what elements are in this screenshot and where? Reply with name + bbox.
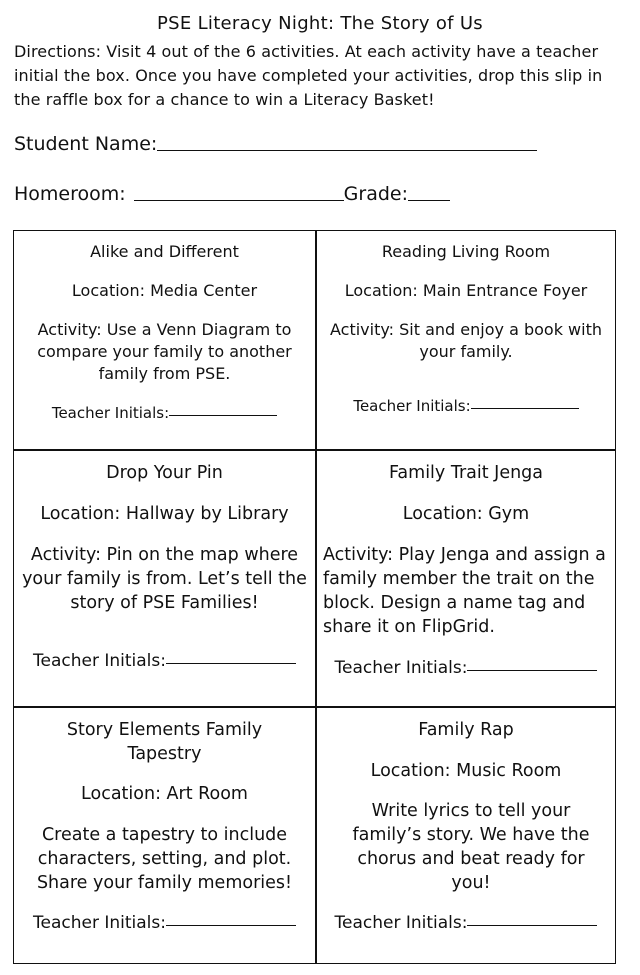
teacher-initials-field[interactable] (467, 924, 597, 926)
student-name-label: Student Name: (14, 133, 158, 155)
teacher-initials-label: Teacher Initials: (51, 404, 170, 422)
student-name-row (14, 133, 537, 155)
grade-label: Grade: (343, 183, 409, 205)
activity-title: Family Trait Jenga (388, 463, 544, 483)
teacher-initials-row (20, 404, 309, 422)
teacher-initials-field[interactable] (471, 407, 579, 409)
teacher-initials-label: Teacher Initials: (353, 397, 471, 415)
teacher-initials-row (20, 913, 309, 933)
teacher-initials-row (322, 658, 610, 678)
student-name-field[interactable] (157, 149, 537, 151)
activity-description: Write lyrics to tell your family’s story. We have the chorus and beat ready for you! (352, 801, 590, 893)
teacher-initials-row (322, 397, 610, 415)
activity-location: Location: Media Center (71, 281, 258, 300)
teacher-initials-field[interactable] (169, 414, 277, 416)
activity-location: Location: Art Room (81, 784, 248, 804)
activity-card-alike-different (14, 231, 315, 449)
activity-card-reading-living-room (316, 231, 616, 449)
grade-field[interactable] (408, 199, 450, 201)
directions-text: Directions: Visit 4 out of the 6 activities. At each activity have a teacher initial the box. Once you have completed your activities, drop this slip in the raffle box for a chance to win a Literacy Basket! (14, 42, 603, 109)
teacher-initials-label: Teacher Initials: (33, 913, 166, 933)
activity-description: Create a tapestry to include characters, setting, and plot. Share your family memories! (36, 825, 293, 893)
activity-description: Activity: Play Jenga and assign a family member the trait on the block. Design a name tag and share it on FlipGrid. (323, 545, 606, 637)
teacher-initials-label: Teacher Initials: (33, 651, 166, 671)
activity-location: Location: Music Room (370, 761, 562, 781)
activity-title: Family Rap (418, 720, 514, 740)
activity-location: Location: Gym (402, 504, 530, 524)
teacher-initials-label: Teacher Initials: (334, 913, 468, 933)
teacher-initials-row (322, 913, 610, 933)
activity-title: Alike and Different (90, 242, 239, 261)
activity-title: Story Elements Family Tapestry (66, 720, 263, 764)
teacher-initials-field[interactable] (166, 662, 296, 664)
activity-card-family-rap (316, 707, 616, 964)
activity-title: Reading Living Room (381, 242, 551, 261)
homeroom-field[interactable] (134, 199, 344, 201)
teacher-initials-field[interactable] (467, 669, 597, 671)
activity-description: Activity: Pin on the map where your family is from. Let’s tell the story of PSE Families! (22, 545, 307, 613)
homeroom-label: Homeroom: (14, 183, 126, 205)
activities-grid (13, 230, 616, 964)
teacher-initials-label: Teacher Initials: (334, 658, 468, 678)
activity-card-story-elements (14, 707, 315, 964)
teacher-initials-row (20, 651, 309, 671)
activity-description: Activity: Sit and enjoy a book with your family. (330, 320, 602, 361)
activity-card-family-trait-jenga (316, 450, 616, 706)
teacher-initials-field[interactable] (166, 924, 296, 926)
activity-description: Activity: Use a Venn Diagram to compare your family to another family from PSE. (37, 320, 292, 383)
activity-location: Location: Hallway by Library (40, 504, 289, 524)
homeroom-row (14, 183, 450, 205)
page-title: PSE Literacy Night: The Story of Us (157, 13, 483, 34)
activity-location: Location: Main Entrance Foyer (344, 281, 588, 300)
activity-card-drop-your-pin (14, 450, 315, 706)
activity-title: Drop Your Pin (106, 463, 223, 483)
